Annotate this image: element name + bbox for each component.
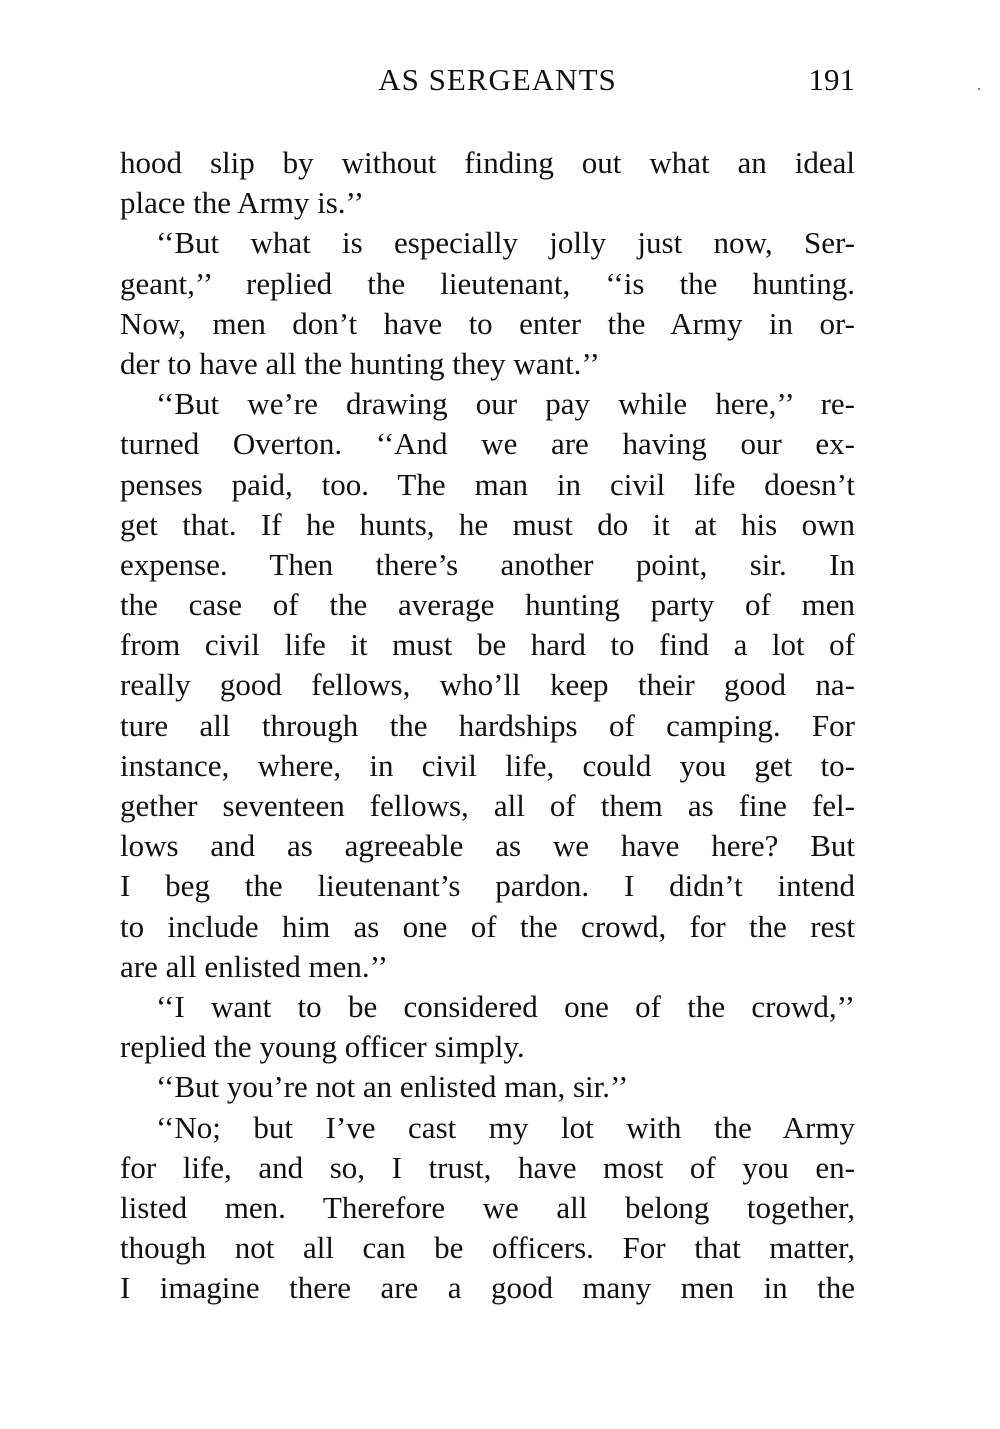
running-head bbox=[120, 60, 855, 100]
text-line: expense. Then there’s another point, sir. In bbox=[120, 546, 855, 582]
page-number: 191 bbox=[808, 62, 855, 97]
text-line: get that. If he hunts, he must do it at his own bbox=[120, 506, 855, 542]
text-line: are all enlisted men.’’ bbox=[120, 948, 388, 984]
text-line: to include him as one of the crowd, for the rest bbox=[120, 908, 855, 944]
text-line: I imagine there are a good many men in the bbox=[120, 1270, 855, 1306]
text-line: listed men. Therefore we all belong together, bbox=[120, 1189, 855, 1225]
text-line: geant,’’ replied the lieutenant, ‘‘is the hunting. bbox=[120, 265, 855, 301]
text-line: ‘‘But we’re drawing our pay while here,’’ re- bbox=[156, 386, 855, 422]
body-text bbox=[120, 143, 855, 1308]
text-line: replied the young officer simply. bbox=[120, 1029, 525, 1065]
text-line: from civil life it must be hard to find a lot of bbox=[120, 627, 855, 663]
text-line: I beg the lieutenant’s pardon. I didn’t intend bbox=[120, 868, 855, 904]
text-line: ‘‘But what is especially jolly just now, Ser- bbox=[156, 225, 855, 261]
text-line: really good fellows, who’ll keep their good na- bbox=[120, 667, 855, 703]
running-title: AS SERGEANTS bbox=[378, 62, 617, 97]
print-speck bbox=[978, 88, 980, 90]
text-line: gether seventeen fellows, all of them as fine fel- bbox=[120, 788, 855, 823]
text-line: place the Army is.’’ bbox=[120, 185, 364, 221]
text-line: turned Overton. ‘‘And we are having our ex- bbox=[120, 426, 855, 462]
text-line: for life, and so, I trust, have most of you en- bbox=[120, 1149, 855, 1185]
text-line: the case of the average hunting party of men bbox=[120, 587, 855, 623]
text-line: penses paid, too. The man in civil life doesn’t bbox=[120, 466, 855, 502]
text-line: instance, where, in civil life, could you get to- bbox=[120, 747, 855, 783]
text-line: ‘‘But you’re not an enlisted man, sir.’’ bbox=[156, 1069, 629, 1105]
text-line: lows and as agreeable as we have here? But bbox=[120, 828, 855, 864]
text-line: der to have all the hunting they want.’’ bbox=[120, 345, 600, 381]
text-line: though not all can be officers. For that matter, bbox=[120, 1230, 855, 1266]
text-line: ‘‘I want to be considered one of the crowd,’’ bbox=[156, 988, 855, 1024]
text-line: ‘‘No; but I’ve cast my lot with the Army bbox=[156, 1109, 855, 1145]
text-line: ture all through the hardships of camping. For bbox=[120, 707, 855, 743]
text-line: hood slip by without finding out what an ideal bbox=[120, 145, 855, 180]
text-line: Now, men don’t have to enter the Army in or- bbox=[120, 305, 855, 341]
